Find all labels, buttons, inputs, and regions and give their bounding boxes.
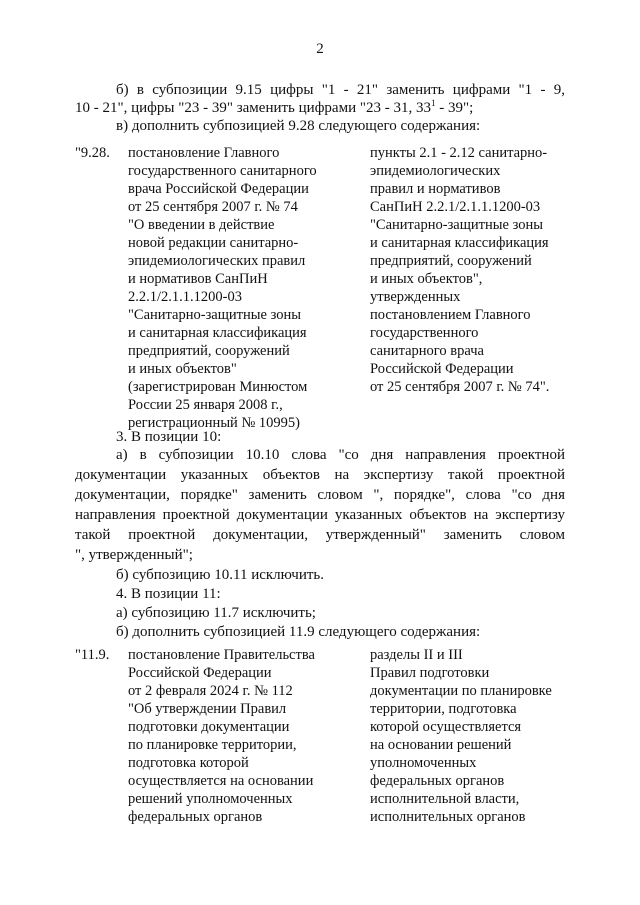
entry-9-28-left-line: эпидемиологических правил xyxy=(128,253,306,269)
entry-11-9-left-line: подготовка которой xyxy=(128,755,249,771)
entry-11-9-right-line: исполнительной власти, xyxy=(370,791,520,807)
entry-9-28-left-line: "О введении в действие xyxy=(128,217,275,233)
entry-9-28-code: "9.28. xyxy=(75,145,110,161)
para-v-9-28: в) дополнить субпозицией 9.28 следующего содержания: xyxy=(116,118,481,134)
entry-9-28-left-line: и санитарная классификация xyxy=(128,325,307,341)
para-b-9-15-line2 xyxy=(75,99,473,117)
entry-9-28-left-line: предприятий, сооружений xyxy=(128,343,290,359)
entry-9-28-right-line: и санитарная классификация xyxy=(370,235,549,251)
entry-9-28-right xyxy=(370,144,580,396)
para-b-9-15-line2-post: - 39"; xyxy=(435,100,474,116)
entry-9-28-right-line: и иных объектов", xyxy=(370,271,483,287)
entry-11-9-left-line: по планировке территории, xyxy=(128,737,297,753)
entry-11-9-right-line: территории, подготовка xyxy=(370,701,517,717)
entry-9-28-right-line: санитарного врача xyxy=(370,343,484,359)
entry-11-9-right xyxy=(370,646,580,826)
entry-9-28-left-line: от 25 сентября 2007 г. № 74 xyxy=(128,199,298,215)
item-3-heading: 3. В позиции 10: xyxy=(116,429,222,445)
para-b-9-15-line1: б) в субпозиции 9.15 цифры "1 - 21" заменить цифрами "1 - 9, xyxy=(116,82,565,98)
entry-11-9-left xyxy=(128,646,328,826)
entry-11-9-left-line: "Об утверждении Правил xyxy=(128,701,287,717)
entry-9-28-right-line: от 25 сентября 2007 г. № 74". xyxy=(370,379,550,395)
entry-11-9-code: "11.9. xyxy=(75,647,110,663)
entry-9-28-right-line: пункты 2.1 - 2.12 санитарно- xyxy=(370,145,548,161)
para-a-10-10-line4: направления проектной документации указанных объектов на экспертизу xyxy=(75,507,565,523)
entry-9-28-right-line: Российской Федерации xyxy=(370,361,514,377)
entry-9-28-right-line: предприятий, сооружений xyxy=(370,253,532,269)
entry-9-28-left-line: и иных объектов" xyxy=(128,361,237,377)
entry-11-9-left-line: осуществляется на основании xyxy=(128,773,314,789)
para-b-11-9: б) дополнить субпозицией 11.9 следующего содержания: xyxy=(116,624,481,640)
superscript: 1 xyxy=(430,98,436,108)
entry-9-28-left-line: новой редакции санитарно- xyxy=(128,235,299,251)
para-a-11-7: а) субпозицию 11.7 исключить; xyxy=(116,605,316,621)
entry-11-9-right-line: которой осуществляется xyxy=(370,719,522,735)
entry-9-28-left-line: и нормативов СанПиН xyxy=(128,271,268,287)
entry-11-9-right-line: разделы II и III xyxy=(370,647,463,663)
entry-9-28-left-line: (зарегистрирован Минюстом xyxy=(128,379,308,395)
page-number: 2 xyxy=(316,41,324,57)
entry-9-28-right-line: государственного xyxy=(370,325,479,341)
entry-9-28-left-line: постановление Главного xyxy=(128,145,280,161)
entry-9-28-right-line: эпидемиологических xyxy=(370,163,501,179)
para-a-10-10-line1: а) в субпозиции 10.10 слова "со дня направления проектной xyxy=(116,447,565,463)
entry-9-28-right-line: "Санитарно-защитные зоны xyxy=(370,217,543,233)
entry-9-28-right-line: постановлением Главного xyxy=(370,307,531,323)
entry-11-9-left-line: федеральных органов xyxy=(128,809,263,825)
para-a-10-10-line3: документации, порядке" заменить словом ", порядке", слова "со дня xyxy=(75,487,565,503)
entry-11-9-left-line: Российской Федерации xyxy=(128,665,272,681)
entry-11-9-left-line: решений уполномоченных xyxy=(128,791,293,807)
entry-9-28-left-line: "Санитарно-защитные зоны xyxy=(128,307,301,323)
entry-9-28-left-line: 2.2.1/2.1.1.1200-03 xyxy=(128,289,242,305)
entry-11-9-right-line: исполнительных органов xyxy=(370,809,526,825)
para-a-10-10-line6: ", утвержденный"; xyxy=(75,547,193,563)
entry-9-28-right-line: утвержденных xyxy=(370,289,461,305)
entry-9-28-left-line: государственного санитарного xyxy=(128,163,317,179)
para-b-10-11: б) субпозицию 10.11 исключить. xyxy=(116,567,325,583)
entry-11-9-right-line: документации по планировке xyxy=(370,683,552,699)
entry-9-28-left-line: регистрационный № 10995) xyxy=(128,415,300,431)
para-a-10-10-line2: документации указанных объектов на экспертизу такой проектной xyxy=(75,467,565,483)
entry-11-9-right-line: уполномоченных xyxy=(370,755,477,771)
entry-9-28-right-line: правил и нормативов xyxy=(370,181,501,197)
entry-9-28-left-line: России 25 января 2008 г., xyxy=(128,397,283,413)
entry-11-9-left-line: от 2 февраля 2024 г. № 112 xyxy=(128,683,293,699)
entry-11-9-right-line: федеральных органов xyxy=(370,773,505,789)
entry-11-9-right-line: Правил подготовки xyxy=(370,665,490,681)
para-a-10-10-line5: такой проектной документации, утвержденный" заменить словом xyxy=(75,527,565,543)
entry-9-28-left-line: врача Российской Федерации xyxy=(128,181,309,197)
item-4-heading: 4. В позиции 11: xyxy=(116,586,221,602)
para-b-9-15-line2-pre: 10 - 21", цифры "23 - 39" заменить цифрами "23 - 31, 33 xyxy=(75,100,431,116)
entry-9-28-right-line: СанПиН 2.2.1/2.1.1.1200-03 xyxy=(370,199,541,215)
entry-11-9-right-line: на основании решений xyxy=(370,737,512,753)
entry-11-9-left-line: постановление Правительства xyxy=(128,647,315,663)
entry-11-9-left-line: подготовки документации xyxy=(128,719,290,735)
entry-9-28-left xyxy=(128,144,328,432)
